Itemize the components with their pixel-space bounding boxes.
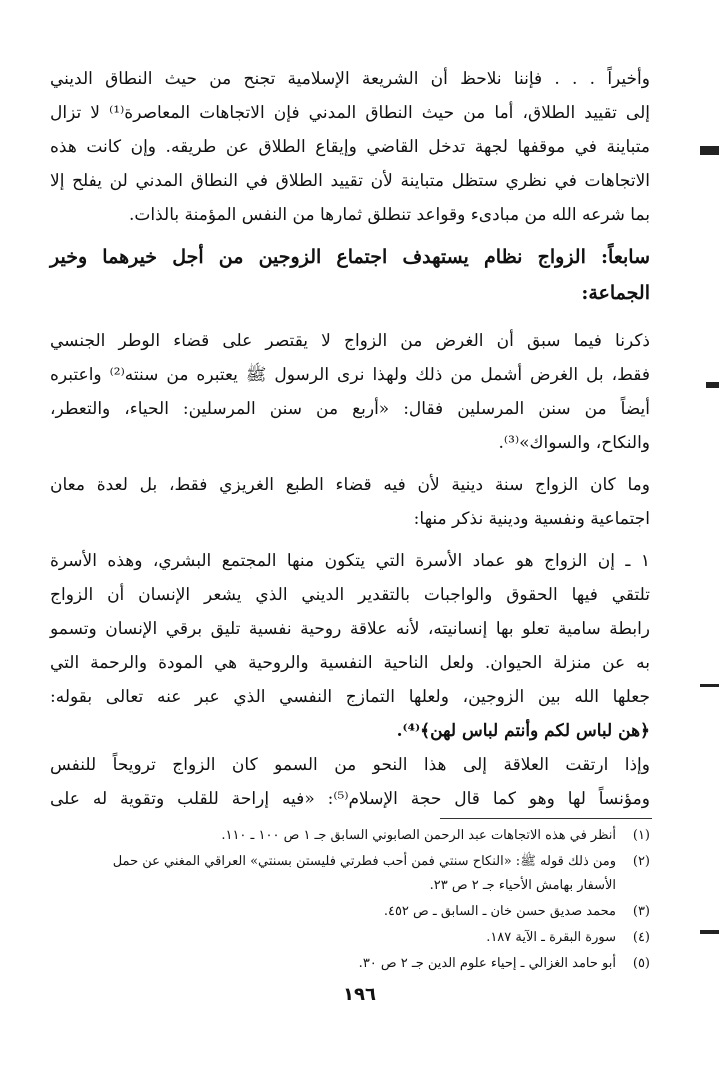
footnote-text: أنظر في هذه الاتجاهات عبد الرحمن الصابوني السابق جـ ١ ص ١٠٠ ـ ١١٠. (221, 828, 616, 843)
body-line: وما كان الزواج سنة دينية لأن فيه قضاء الطبع الغريزي فقط، بل لعدة معان (50, 475, 650, 495)
footnote-number: (٤) (632, 930, 650, 945)
scan-edge-mark (700, 684, 719, 687)
footnote-text: ومن ذلك قوله ﷺ: «النكاح سنتي فمن أحب فطرتي فليستن بسنتي» العراقي المغني عن حمل (112, 854, 616, 869)
scan-edge-mark (706, 382, 719, 388)
section-heading: سابعاً: الزواج نظام يستهدف اجتماع الزوجين من أجل خيرهما وخير (50, 246, 650, 268)
page-number: ١٩٦ (343, 984, 376, 1005)
footnote (60, 954, 650, 974)
body-line: ذكرنا فيما سبق أن الغرض من الزواج لا يقتصر على قضاء الوطر الجنسي (50, 331, 650, 351)
body-line: اجتماعية ونفسية ودينية نذكر منها: (413, 509, 650, 529)
body-line: فقط، بل الغرض أشمل من ذلك ولهذا نرى الرسول ﷺ يعتبره من سنته⁽²⁾ واعتبره (50, 365, 650, 385)
body-line: أيضاً من سنن المرسلين فقال: «أربع من سنن المرسلين: الحياء، والتعطر، (50, 399, 650, 419)
scan-edge-mark (700, 930, 719, 934)
footnote-number: (١) (632, 828, 650, 843)
footnote-separator (440, 818, 652, 819)
section-heading-continuation: الجماعة: (581, 282, 650, 304)
footnote-number: (٣) (632, 904, 650, 919)
body-line: والنكاح، والسواك»⁽³⁾. (498, 433, 650, 453)
body-line: بما شرعه الله من مبادىء وقواعد تنطلق ثمارها من النفس المؤمنة بالذات. (128, 205, 650, 225)
body-line: وأخيراً . . . فإننا نلاحظ أن الشريعة الإسلامية تجنح من حيث النطاق الديني (50, 69, 650, 89)
list-item-line: رابطة سامية تعلو بها إنسانيته، لأنه علاقة روحية نفسية تليق برقي الإنسان وتسمو (50, 619, 650, 639)
footnote (60, 826, 650, 846)
footnote (60, 928, 650, 948)
footnote-continuation (60, 876, 650, 896)
footnote-text: الأسفار بهامش الأحياء جـ ٢ ص ٢٣. (429, 878, 616, 893)
body-line: إلى تقييد الطلاق، أما من حيث النطاق المدني فإن الاتجاهات المعاصرة⁽¹⁾ لا تزال (50, 103, 650, 123)
footnote-text: أبو حامد الغزالي ـ إحياء علوم الدين جـ ٢ ص ٣٠. (358, 956, 616, 971)
quran-verse: ﴿هن لباس لكم وأنتم لباس لهن﴾⁽⁴⁾. (396, 721, 650, 741)
body-line: الاتجاهات في نظري ستظل متباينة لأن تقييد الطلاق في النطاق المدني لن يفلح إلا (50, 171, 650, 191)
footnote (60, 852, 650, 872)
list-item-line: تلتقي فيها الحقوق والواجبات بالتقدير الديني الذي يشعر الإنسان أن الزواج (50, 585, 650, 605)
body-line: ومؤنساً لها وهو كما قال حجة الإسلام⁽⁵⁾: «فيه إراحة للقلب وتقوية له على (50, 789, 650, 809)
body-line: متباينة في موقفها لجهة تدخل القاضي وإيقاع الطلاق عن طريقه. وإن كانت هذه (50, 137, 650, 157)
footnote-number: (٢) (632, 854, 650, 869)
list-item-line: ١ ـ إن الزواج هو عماد الأسرة التي يتكون منها المجتمع البشري، وهذه الأسرة (50, 551, 650, 571)
scan-edge-mark (700, 146, 719, 155)
footnote-text: سورة البقرة ـ الآية ١٨٧. (486, 930, 616, 945)
list-item-line: جعلها الله بين الزوجين، ولعلها التمازج النفسي الذي عبر عنه تعالى بقوله: (50, 687, 650, 707)
list-item-line: به عن منزلة الحيوان. ولعل الناحية النفسية والروحية هي المودة والرحمة التي (50, 653, 650, 673)
body-line: وإذا ارتقت العلاقة إلى هذا النحو من السمو كان الزواج ترويحاً للنفس (50, 755, 650, 775)
footnote-text: محمد صديق حسن خان ـ السابق ـ ص ٤٥٢. (383, 904, 616, 919)
footnote (60, 902, 650, 922)
footnote-number: (٥) (632, 956, 650, 971)
